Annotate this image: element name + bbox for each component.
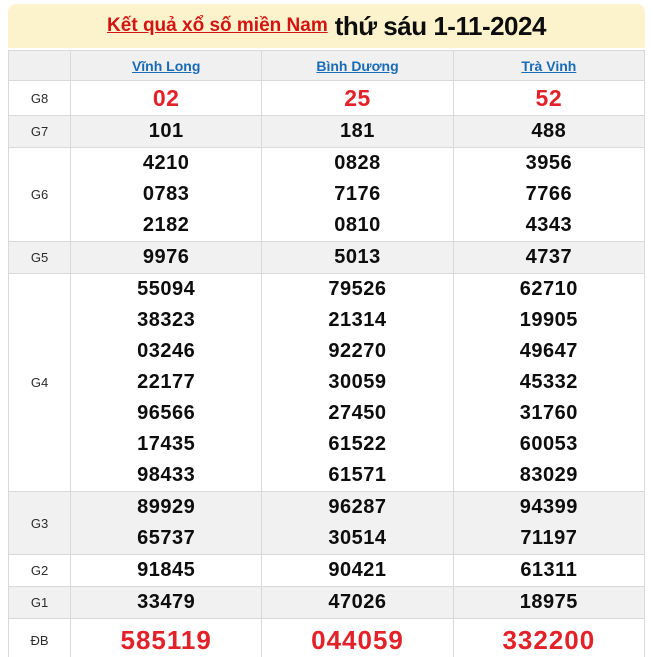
result-number: 55094: [137, 278, 196, 300]
result-cell: [262, 555, 453, 587]
result-cell: [453, 587, 644, 619]
result-number: 9976: [142, 246, 190, 268]
draw-date-label: thứ sáu 1-11-2024: [334, 10, 546, 41]
result-cell: [453, 492, 644, 555]
result-number: 60053: [519, 433, 578, 455]
result-number: 90421: [328, 559, 387, 581]
prize-row-g5: [9, 242, 645, 274]
results-body: [9, 81, 645, 657]
prize-label: G7: [9, 116, 71, 148]
column-header-vinh-long: [71, 51, 262, 81]
result-cell: [453, 81, 644, 116]
result-number: 47026: [328, 591, 387, 613]
prize-row-g8: [9, 81, 645, 116]
result-cell: [71, 555, 262, 587]
result-number: 45332: [519, 371, 578, 393]
result-number: 27450: [328, 402, 387, 424]
prize-label: G3: [9, 492, 71, 555]
result-number: 30059: [328, 371, 387, 393]
result-number: 61311: [520, 559, 578, 581]
column-header-row: [9, 51, 645, 81]
prize-label: G5: [9, 242, 71, 274]
prize-row-g4: [9, 274, 645, 492]
result-number: 0810: [334, 214, 381, 236]
prize-label: G4: [9, 274, 71, 492]
result-number: 62710: [519, 278, 578, 300]
result-number: 38323: [137, 309, 196, 331]
result-cell: [71, 492, 262, 555]
page-title: [8, 4, 645, 48]
result-number: 7176: [334, 183, 381, 205]
lottery-results-page: [8, 4, 645, 657]
result-number: 96566: [137, 402, 196, 424]
result-number: 61571: [328, 464, 387, 486]
result-number: 3956: [525, 152, 573, 174]
column-header-binh-duong: [262, 51, 453, 81]
result-number: 585119: [120, 625, 212, 655]
prize-row-g6: [9, 148, 645, 242]
result-number: 21314: [328, 309, 387, 331]
result-number: 61522: [328, 433, 387, 455]
result-number: 79526: [328, 278, 387, 300]
prize-label: G1: [9, 587, 71, 619]
result-number: 4210: [142, 152, 190, 174]
province-link-vinh-long[interactable]: Vĩnh Long: [131, 57, 201, 74]
result-number: 02: [152, 85, 180, 111]
result-cell: [71, 148, 262, 242]
result-number: 49647: [519, 340, 578, 362]
result-number: 71197: [520, 527, 578, 549]
province-link-tra-vinh[interactable]: Trà Vinh: [521, 57, 577, 74]
result-number: 22177: [137, 371, 196, 393]
result-cell: [262, 116, 453, 148]
result-cell: [71, 619, 262, 657]
result-number: 83029: [519, 464, 578, 486]
result-cell: [71, 274, 262, 492]
prize-row-g1: [9, 587, 645, 619]
result-number: 4737: [525, 246, 573, 268]
result-number: 89929: [137, 496, 196, 518]
result-number: 17435: [137, 433, 196, 455]
result-number: 181: [340, 120, 375, 142]
result-cell: [71, 242, 262, 274]
result-number: 0783: [142, 183, 190, 205]
result-number: 91845: [137, 559, 196, 581]
result-cell: [262, 81, 453, 116]
result-cell: [453, 555, 644, 587]
prize-label: G8: [9, 81, 71, 116]
result-cell: [453, 116, 644, 148]
result-number: 488: [531, 120, 567, 142]
result-number: 03246: [137, 340, 196, 362]
result-cell: [453, 148, 644, 242]
result-cell: [262, 274, 453, 492]
result-cell: [71, 587, 262, 619]
prize-label: G2: [9, 555, 71, 587]
result-number: 30514: [328, 527, 387, 549]
result-number: 4343: [525, 214, 573, 236]
prize-row-g7: [9, 116, 645, 148]
prize-row-g2: [9, 555, 645, 587]
result-number: 31760: [519, 402, 578, 424]
prize-label: ĐB: [9, 619, 71, 657]
prize-label: G6: [9, 148, 71, 242]
result-number: 7766: [525, 183, 573, 205]
result-number: 5013: [334, 246, 381, 268]
result-number: 65737: [137, 527, 196, 549]
result-cell: [453, 619, 644, 657]
result-cell: [453, 242, 644, 274]
prize-row-db: [9, 619, 645, 657]
result-number: 98433: [137, 464, 196, 486]
result-cell: [71, 81, 262, 116]
result-number: 0828: [334, 152, 381, 174]
result-number: 19905: [519, 309, 578, 331]
result-number: 2182: [142, 214, 190, 236]
result-number: 92270: [328, 340, 387, 362]
province-link-binh-duong[interactable]: Bình Dương: [316, 57, 399, 74]
result-cell: [262, 242, 453, 274]
result-number: 94399: [519, 496, 578, 518]
result-number: 33479: [137, 591, 196, 613]
region-title-link[interactable]: Kết quả xổ số miền Nam: [107, 15, 328, 36]
result-cell: [262, 492, 453, 555]
result-cell: [262, 619, 453, 657]
result-number: 25: [344, 85, 371, 111]
result-number: 52: [535, 85, 563, 111]
result-number: 96287: [328, 496, 387, 518]
result-cell: [453, 274, 644, 492]
prize-row-g3: [9, 492, 645, 555]
result-number: 18975: [519, 591, 578, 613]
result-cell: [262, 148, 453, 242]
result-cell: [71, 116, 262, 148]
column-header-tra-vinh: [453, 51, 644, 81]
result-number: 101: [148, 120, 184, 142]
results-table: [8, 50, 645, 657]
result-number: 044059: [311, 625, 404, 655]
corner-cell: [9, 51, 71, 81]
result-number: 332200: [502, 625, 596, 655]
result-cell: [262, 587, 453, 619]
